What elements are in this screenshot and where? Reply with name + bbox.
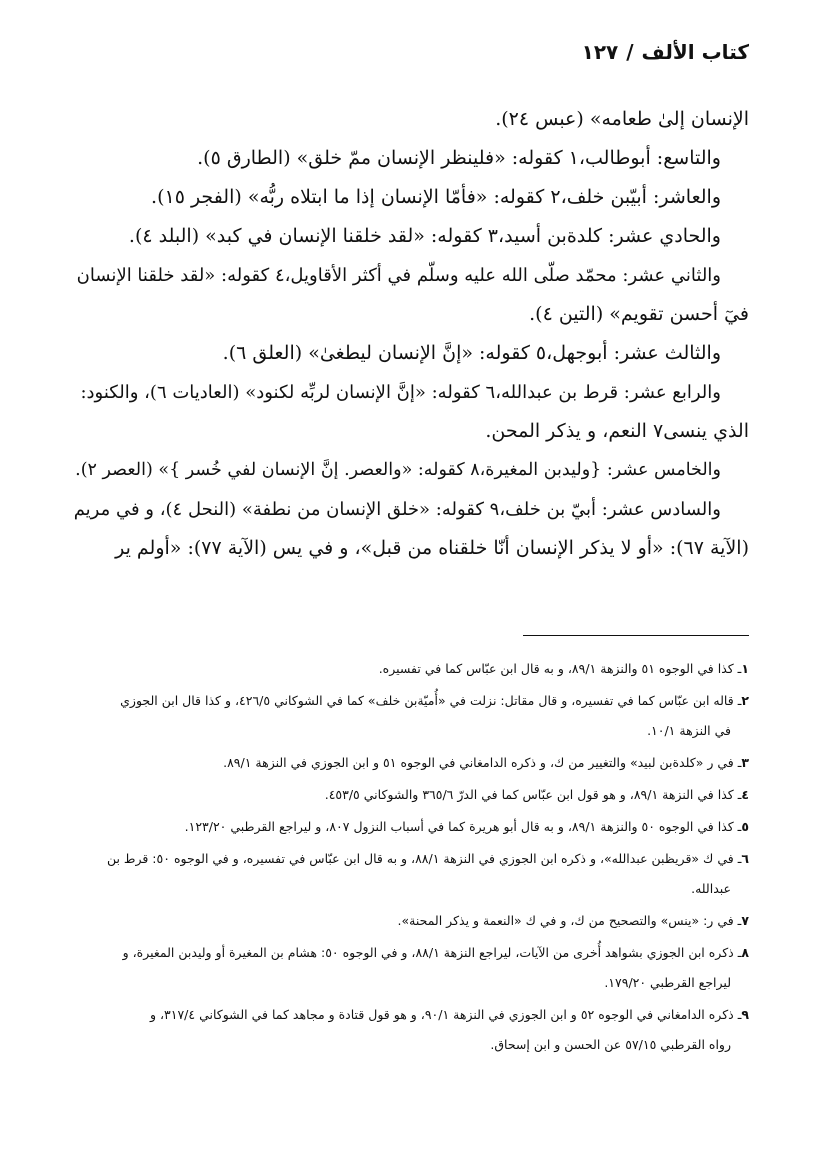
footnote-number: ٣ xyxy=(741,755,749,770)
footnote xyxy=(71,654,749,684)
footnote xyxy=(71,906,749,936)
footnote-text-continued: في النزهة ١٠/١. xyxy=(647,723,731,738)
footnote-text: ـ قاله ابن عبّاس كما في تفسيره، و قال مقاتل: نزلت في «أُميّةبن خلف» كما في الشوكاني ٤٢٦/٥، و كذا قال ابن الجوزي xyxy=(120,693,742,708)
body-line: والثاني عشر: محمّد صلّى الله عليه وسلّم في أكثر الأقاويل،٤ كقوله: «لقد خلقنا الإنسان xyxy=(76,265,721,286)
footnote-text: ـ كذا في النزهة ٨٩/١، و هو قول ابن عبّاس كما في الدرّ ٣٦٥/٦ والشوكاني ٤٥٣/٥. xyxy=(324,787,742,802)
footnote xyxy=(71,844,749,904)
footnote-number: ٩ xyxy=(741,1007,749,1022)
body-line: والحادي عشر: كلدةبن أسيد،٣ كقوله: «لقد خلقنا الإنسان في كبد» (البلد ٤). xyxy=(128,225,721,247)
footnote-text: ـ ذكره الدامغاني في الوجوه ٥٢ و ابن الجوزي في النزهة ٩٠/١، و هو قول قتادة و مجاهد كما في الشوكاني ٣١٧/٤، و xyxy=(149,1007,742,1022)
body-line: الإنسان إلىٰ طعامه» (عبس ٢٤). xyxy=(495,108,749,130)
page-number: ١٢٧ xyxy=(581,40,619,64)
footnote-number: ٤ xyxy=(741,787,749,802)
footnotes xyxy=(71,654,749,1062)
footnote-text-continued: عبدالله. xyxy=(691,881,731,896)
footnote xyxy=(71,686,749,746)
footnote xyxy=(71,748,749,778)
body-line: والعاشر: أبيّبن خلف،٢ كقوله: «فأمّا الإنسان إذا ما ابتلاه ربُّه» (الفجر ١٥). xyxy=(151,186,721,208)
body-line: والخامس عشر: {وليدبن المغيرة،٨ كقوله: «والعصر. إنَّ الإنسان لفي خُسر }» (العصر ٢). xyxy=(75,460,721,480)
footnote-number: ٧ xyxy=(741,913,749,928)
footnote-text: ـ كذا في الوجوه ٥١ والنزهة ٨٩/١، و به قال ابن عبّاس كما في تفسيره. xyxy=(378,661,742,676)
body-line: (الآية ٦٧): «أو لا يذكر الإنسان أنّا خلقناه من قبل»، و في يس (الآية ٧٧): «أولم ير xyxy=(115,537,749,559)
footnote-number: ٥ xyxy=(741,819,749,834)
footnote xyxy=(71,1000,749,1060)
body-line: فيٓ أحسن تقويم» (التين ٤). xyxy=(529,303,749,325)
footnote xyxy=(71,938,749,998)
body-line: والتاسع: أبوطالب،١ كقوله: «فلينظر الإنسان ممّ خلق» (الطارق ٥). xyxy=(197,147,721,169)
running-header xyxy=(582,40,749,64)
footnote-number: ٢ xyxy=(741,693,749,708)
footnote-text: ـ كذا في الوجوه ٥٠ والنزهة ٨٩/١، و به قال أبو هريرة كما في أسباب النزول ٨٠٧، و ليراجع القرطبي ١٢٣/٢٠. xyxy=(184,819,742,834)
body-line: والثالث عشر: أبوجهل،٥ كقوله: «إنَّ الإنسان ليطغىٰ» (العلق ٦). xyxy=(222,342,721,364)
footnote-text: ـ في ك «قريظبن عبدالله»، و ذكره ابن الجوزي في النزهة ٨٨/١، و به قال ابن عبّاس في تفسيره، و في الوجوه ٥٠: قرط بن xyxy=(106,851,742,866)
footnote-text: ـ ذكره ابن الجوزي بشواهد أُخرى من الآيات، ليراجع النزهة ٨٨/١، و في الوجوه ٥٠: هشام بن المغيرة أو وليدبن المغيرة، و xyxy=(122,945,742,960)
footnote-text-continued: ليراجع القرطبي ١٧٩/٢٠. xyxy=(604,975,731,990)
footnote-text: ـ في ر «كلدةبن لبيد» والتغيير من ك، و ذكره الدامغاني في الوجوه ٥١ و ابن الجوزي في النزهة ٨٩/١. xyxy=(223,755,742,770)
footnote-divider xyxy=(523,635,749,636)
body-line: والسادس عشر: أبيّ بن خلف،٩ كقوله: «خلق الإنسان من نطفة» (النحل ٤)، و في مريم xyxy=(73,499,721,520)
main-text xyxy=(71,100,749,568)
footnote xyxy=(71,780,749,810)
body-line: والرابع عشر: قرط بن عبدالله،٦ كقوله: «إنَّ الإنسان لربِّه لكنود» (العاديات ٦)، والكنود: xyxy=(80,382,721,403)
header-separator: / xyxy=(626,40,634,64)
book-title: كتاب الألف xyxy=(641,40,749,64)
body-line: الذي ينسى٧ النعم، و يذكر المحن. xyxy=(485,420,749,442)
footnote-text-continued: رواه القرطبي ٥٧/١٥ عن الحسن و ابن إسحاق. xyxy=(490,1037,731,1052)
footnote-number: ٨ xyxy=(741,945,749,960)
footnote-text: ـ في ر: «ينس» والتصحيح من ك، و في ك «النعمة و يذكر المحنة». xyxy=(397,913,742,928)
footnote-number: ١ xyxy=(741,661,749,676)
footnote xyxy=(71,812,749,842)
footnote-number: ٦ xyxy=(741,851,749,866)
